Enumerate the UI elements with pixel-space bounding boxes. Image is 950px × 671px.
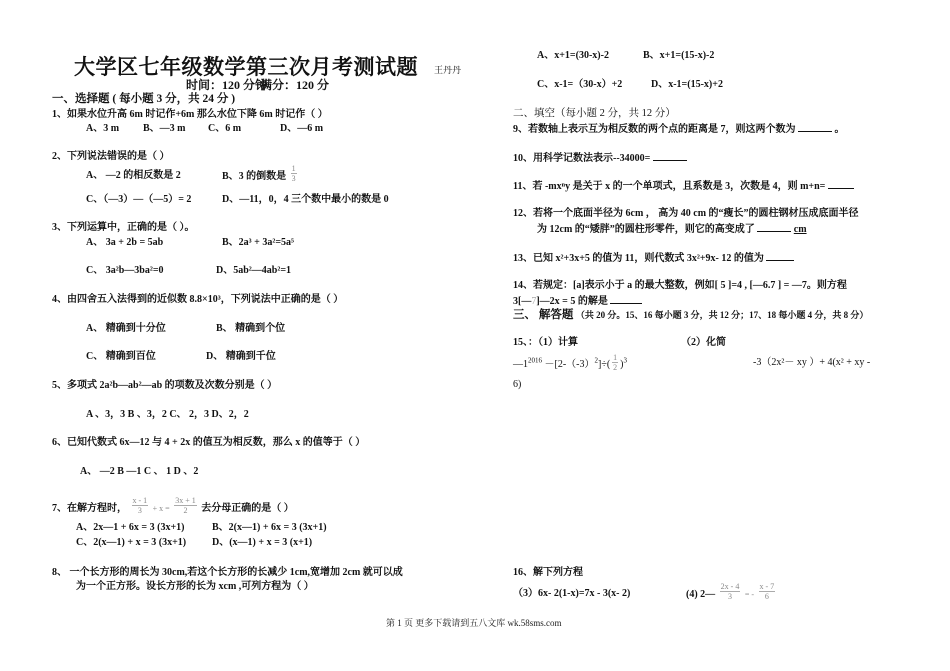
q2-stem: 2、下列说法错误的是（ ） <box>52 151 170 162</box>
q15-exponent: 3 <box>623 356 627 365</box>
q5-options: A 、3，3 B 、3，2 C、 2，3 D、2，2 <box>86 409 249 420</box>
q14-line2 <box>513 294 642 308</box>
q16-part4 <box>686 582 777 601</box>
fraction-numerator: 1 <box>291 164 296 173</box>
q11-text <box>513 179 854 193</box>
q2-option-c: C、（—3）—（—5）= 2 <box>86 194 192 205</box>
q8-option-c: C、x-1=（30-x）+2 <box>537 79 623 90</box>
q15-expr-part: ) <box>620 358 624 370</box>
section3-header <box>513 308 868 322</box>
q1-option-d: D、—6 m <box>280 123 324 134</box>
q15-expr-part: —1 <box>513 358 528 370</box>
section1-heading: 一、选择题 ( 每小题 3 分，共 24 分 ) <box>52 93 236 105</box>
q6-stem: 6、已知代数式 6x—12 与 4 + 2x 的值互为相反数，那么 x 的值等于（ ） <box>52 437 366 448</box>
q2-option-d: D、—11，0，4 三个数中最小的数是 0 <box>222 194 389 205</box>
fraction-numerator: x - 7 <box>759 582 775 591</box>
section3-heading: 三、 解答题 <box>513 309 574 321</box>
q5-stem: 5、多项式 2a²b—ab²—ab 的项数及次数分别是（ ） <box>52 380 278 391</box>
q8-line2: 为一个正方形。设长方形的长为 xcm ,可列方程为（ ） <box>76 581 314 592</box>
q4-option-a: A、 精确到十分位 <box>86 323 166 334</box>
q12-answer-blank <box>757 222 791 232</box>
q14-faded-digit: 7 <box>531 296 537 307</box>
q9-answer-blank <box>798 122 832 132</box>
q8-option-a: A、x+1=(30-x)-2 <box>537 50 609 61</box>
q4-option-c: C、 精确到百位 <box>86 351 156 362</box>
fraction-numerator: 1 <box>613 353 618 362</box>
q7-fraction-2 <box>174 496 197 515</box>
q8-line1: 8、 一个长方形的周长为 30cm,若这个长方形的长减少 1cm,宽增加 2cm 就可以成 <box>52 567 403 578</box>
q1-option-b: B、—3 m <box>143 123 186 134</box>
q7-option-d: D、(x—1) + x = 3 (x+1) <box>212 537 313 548</box>
q15-exponent: 2 <box>594 356 598 365</box>
q9-text <box>513 122 845 136</box>
author-name: 王丹丹 <box>434 65 462 75</box>
q15-half-fraction <box>612 353 618 372</box>
q8-option-d: D、x-1=(15-x)+2 <box>651 79 723 90</box>
q9-end: 。 <box>834 124 845 135</box>
q7-stem-pre: 7、在解方程时， <box>52 502 127 514</box>
q1-option-c: C、6 m <box>208 123 242 134</box>
q15-label: 15、：（1）计算 <box>513 337 578 348</box>
fraction-denominator: 6 <box>764 592 769 601</box>
q16-label: 16、解下列方程 <box>513 567 583 578</box>
q2-option-b-fraction <box>291 164 297 183</box>
q13-stem: 13、已知 x²+3x+5 的值为 11，则代数式 3x²+9x- 12 的值为 <box>513 253 764 264</box>
q7-option-b: B、2(x—1) + 6x = 3 (3x+1) <box>212 522 327 533</box>
section3-note: （共 20 分。15、16 每小题 3 分，共 12 分；17、18 每小题 4 分，共 8 分） <box>575 310 869 320</box>
q12-line1: 12、若将一个底面半径为 6cm ， 高为 40 cm 的“瘦长”的圆柱钢材压成底面半径 <box>513 208 859 219</box>
q3-option-a: A、 3a + 2b = 5ab <box>86 237 164 248</box>
q11-answer-blank <box>828 179 854 189</box>
q7-fraction-1 <box>132 496 149 515</box>
q8-option-b: B、x+1=(15-x)-2 <box>643 50 715 61</box>
q16-fraction-2 <box>759 582 776 601</box>
q15-simplify: -3（2x²－ xy ）+ 4(x² + xy - <box>753 357 871 368</box>
q10-text <box>513 151 687 165</box>
q15-expr-part: －[2-（-3） <box>544 358 595 370</box>
q2-option-a: A、 —2 的相反数是 2 <box>86 170 181 181</box>
fraction-denominator: 2 <box>183 506 188 515</box>
q14-line1: 14、若规定：[a]表示小于 a 的最大整数，例如[ 5 ]=4 , [—6.7 ] = —7。则方程 <box>513 280 847 291</box>
q16-part3: （3）6x- 2(1-x)=7x - 3(x- 2) <box>513 588 631 599</box>
q3-option-b: B、2a³ + 3a²=5a⁵ <box>222 237 295 248</box>
q7-stem <box>52 496 294 515</box>
score-label: 满分：120 分 <box>260 78 330 92</box>
q7-option-c: C、2(x—1) + x = 3 (3x+1) <box>76 537 187 548</box>
fraction-numerator: 2x - 4 <box>720 582 740 591</box>
q7-plus-x: + x = <box>152 503 170 513</box>
fraction-denominator: 3 <box>728 592 732 601</box>
q16-fraction-1 <box>720 582 741 601</box>
q7-stem-post: 去分母正确的是（ ） <box>201 502 294 514</box>
page-footer: 第 1 页 更多下载请到五八文库 wk.58sms.com <box>386 618 562 628</box>
q15-part2-label: （2）化简 <box>681 337 726 348</box>
q11-stem: 11、若 -mxⁿy 是关于 x 的一个单项式，且系数是 3，次数是 4，则 m+n= <box>513 181 826 192</box>
q9-stem: 9、若数轴上表示互为相反数的两个点的距离是 7，则这两个数为 <box>513 124 796 135</box>
fraction-numerator: 3x + 1 <box>175 496 196 505</box>
q15-expr-part: ]÷( <box>598 358 611 370</box>
q16-equals: = - <box>744 589 755 599</box>
time-label: 时间：120 分钟 <box>186 78 268 92</box>
page-title: 大学区七年级数学第三次月考测试题 <box>74 55 418 79</box>
section2-heading: 二、填空（每小题 2 分，共 12 分） <box>513 108 676 119</box>
q13-text <box>513 251 794 265</box>
q3-stem: 3、下列运算中，正确的是（ ）。 <box>52 222 195 233</box>
q4-option-d: D、 精确到千位 <box>206 351 276 362</box>
q4-stem: 4、由四舍五入法得到的近似数 8.8×10³，下列说法中正确的是（ ） <box>52 294 344 305</box>
q15-simplify-cont: 6) <box>513 379 522 390</box>
q15-exponent: 2016 <box>528 356 542 365</box>
fraction-numerator: x - 1 <box>132 496 148 505</box>
q1-stem: 1、如果水位升高 6m 时记作+6m 那么水位下降 6m 时记作（ ） <box>52 109 328 120</box>
fraction-denominator: 3 <box>291 174 296 183</box>
q16-part4-pre: (4) 2— <box>686 588 716 600</box>
fraction-denominator: 2 <box>613 363 618 372</box>
q1-option-a: A、3 m <box>86 123 120 134</box>
q14-post: ]—2x = 5 的解是 <box>536 296 608 307</box>
q2-option-b-text: B、3 的倒数是 <box>222 170 287 182</box>
q4-option-b: B、 精确到个位 <box>216 323 286 334</box>
q12-unit: cm <box>793 224 807 235</box>
q6-options: A、 —2 B —1 C 、 1 D 、2 <box>80 466 199 477</box>
q10-stem: 10、用科学记数法表示--34000= <box>513 153 651 164</box>
fraction-denominator: 3 <box>137 506 142 515</box>
q14-answer-blank <box>610 294 642 304</box>
q14-pre: 3[— <box>513 296 532 307</box>
q12-stem: 为 12cm 的“矮胖”的圆柱形零件，则它的高变成了 <box>537 224 755 235</box>
q12-line2 <box>537 222 807 236</box>
q10-answer-blank <box>653 151 687 161</box>
q7-option-a: A、2x—1 + 6x = 3 (3x+1) <box>76 522 185 533</box>
q3-option-d: D、5ab²—4ab²=1 <box>216 265 292 276</box>
q15-expression <box>513 353 627 372</box>
q13-answer-blank <box>766 251 794 261</box>
q3-option-c: C、 3a²b—3ba²=0 <box>86 265 164 276</box>
q2-option-b <box>222 164 299 183</box>
